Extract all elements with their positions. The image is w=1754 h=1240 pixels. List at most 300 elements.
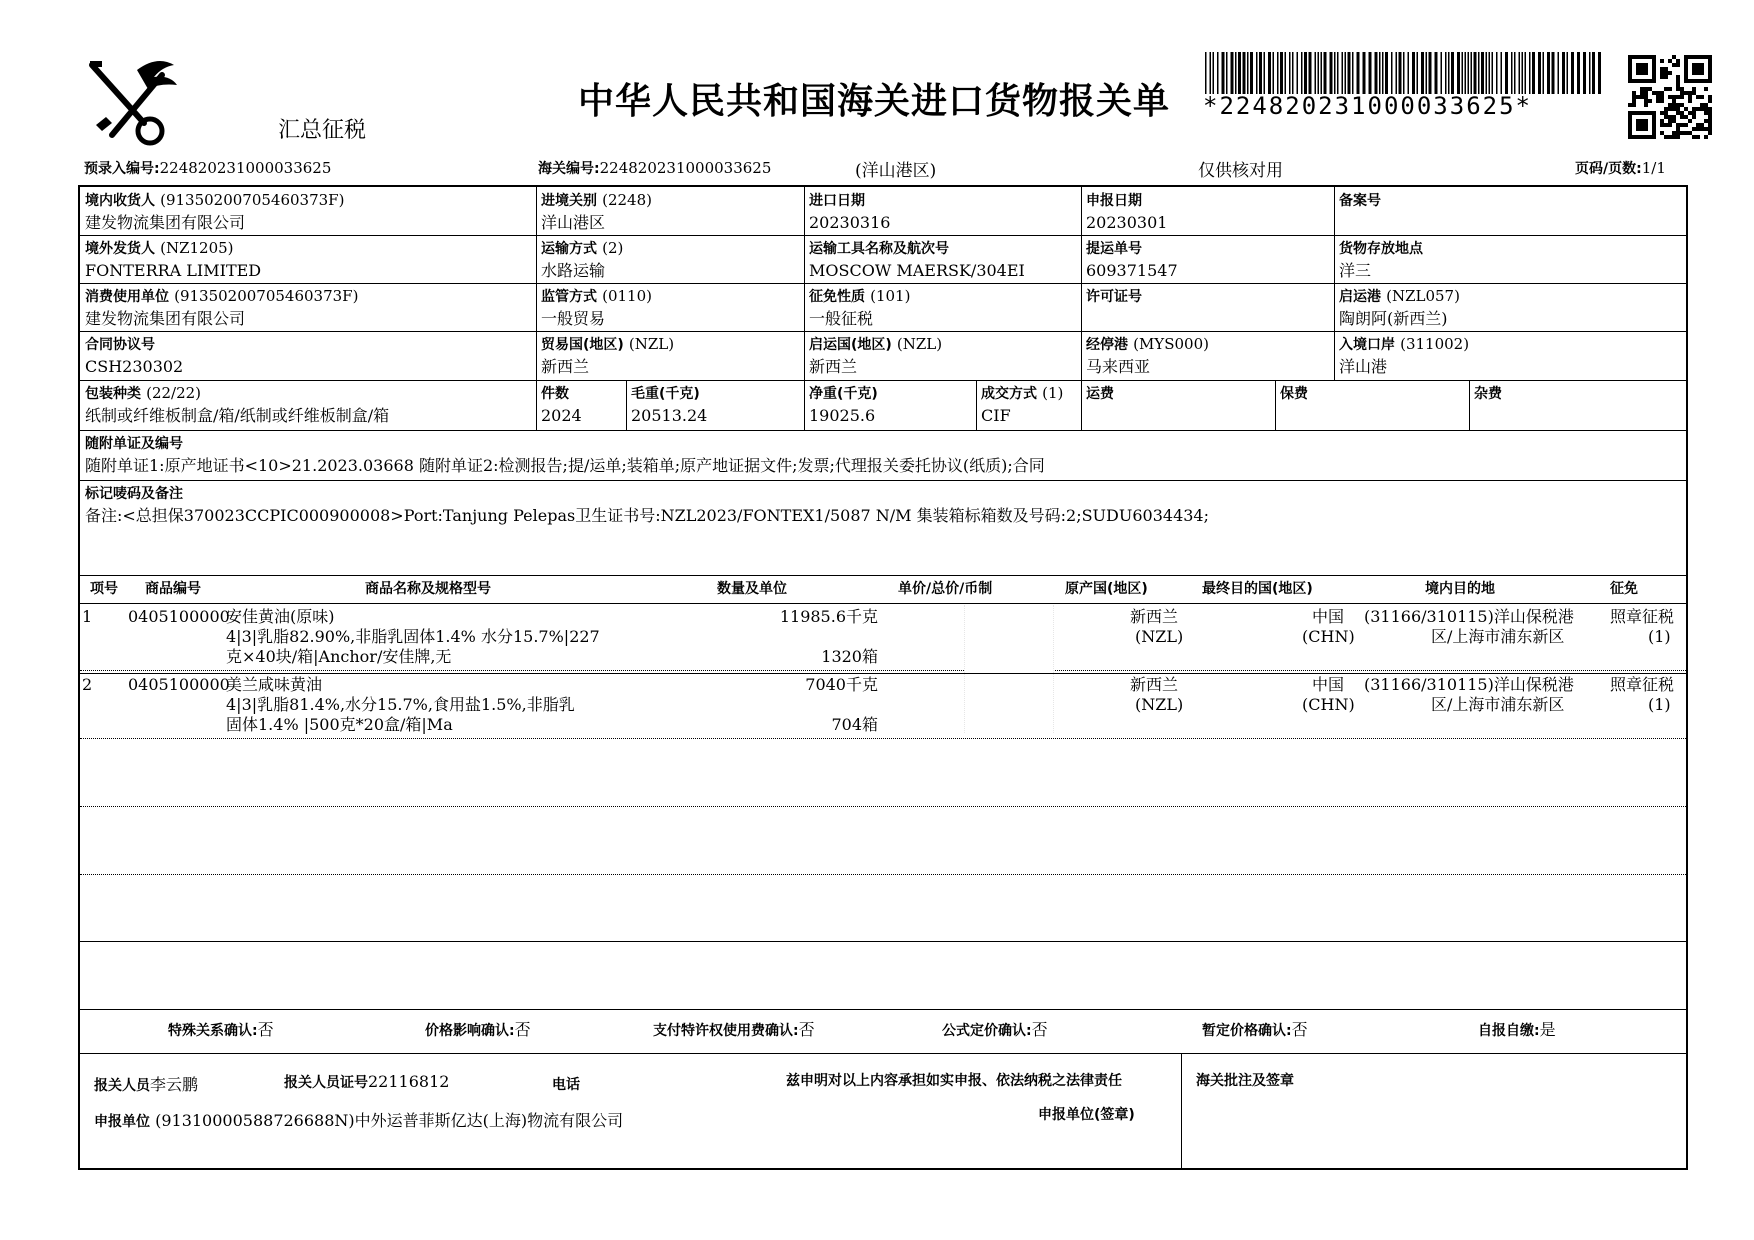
trade-country-cell [536, 331, 804, 380]
bl-no-label: 提运单号 [1086, 241, 1142, 257]
dep-port-code: (NZL057) [1386, 287, 1460, 305]
qr-module [1672, 135, 1676, 139]
barcode-bar [1567, 52, 1569, 94]
qr-module [1684, 107, 1688, 111]
entry-customs-value: 洋山港区 [541, 213, 606, 232]
barcode-bar [1264, 52, 1266, 94]
barcode-bar [1577, 52, 1580, 94]
row1-origin: 新西兰 [1130, 607, 1179, 626]
declarant-unit-label: 申报单位 [94, 1114, 150, 1130]
declaration-statement [786, 1070, 1122, 1090]
qr-module [1632, 91, 1636, 95]
barcode-bar [1511, 52, 1513, 94]
barcode-bar [1481, 52, 1484, 94]
barcode-bar [1478, 52, 1480, 94]
confirm-price-value: 否 [514, 1020, 531, 1039]
declare-date-cell [1081, 187, 1334, 235]
net-weight-label: 净重(千克) [809, 386, 878, 402]
contract-value: CSH230302 [85, 357, 184, 376]
consignee-label: 境内收货人 [85, 193, 155, 209]
qr-module [1676, 123, 1680, 127]
qr-module [1692, 135, 1696, 139]
row2-name: 美兰咸味黄油 [226, 675, 323, 694]
qr-module [1664, 135, 1668, 139]
dep-country-label: 启运国(地区) [809, 337, 892, 353]
barcode-bar [1462, 52, 1464, 94]
qr-module [1692, 107, 1696, 111]
subtitle: 汇总征税 [278, 118, 367, 143]
barcode-bar [1417, 52, 1419, 94]
qr-module [1684, 115, 1688, 119]
declarant-unit-value: (91310000588726688N)中外运普菲斯亿达(上海)物流有限公司 [155, 1111, 624, 1130]
confirm-formula-label: 公式定价确认: [942, 1023, 1032, 1039]
qr-module [1668, 71, 1672, 75]
page-number [1575, 158, 1666, 178]
bl-no-cell [1081, 235, 1334, 283]
barcode-bar [1592, 52, 1595, 94]
dep-port-value: 陶朗阿(新西兰) [1339, 309, 1448, 328]
row2-levy: 照章征税 [1610, 675, 1675, 694]
qr-module [1688, 95, 1692, 99]
barcode-bar [1421, 52, 1424, 94]
deal-mode-value: CIF [981, 406, 1011, 425]
goods-header-dest: 最终目的国(地区) [1202, 581, 1313, 597]
barcode-bar [1465, 52, 1467, 94]
qr-module [1640, 87, 1644, 91]
qr-module [1708, 127, 1712, 131]
qr-module [1692, 115, 1696, 119]
qr-module [1684, 91, 1688, 95]
goods-header-name: 商品名称及规格型号 [365, 581, 491, 597]
dep-port-label: 启运港 [1339, 289, 1381, 305]
qr-module [1664, 115, 1668, 119]
barcode-bar [1369, 52, 1372, 94]
qr-module [1644, 91, 1648, 95]
barcode-bar [1457, 52, 1460, 94]
consumer-cell [80, 283, 536, 331]
qr-module [1708, 111, 1712, 115]
import-date-label: 进口日期 [809, 193, 865, 209]
barcode-bar [1247, 52, 1249, 94]
qr-module [1660, 111, 1664, 115]
page-label: 页码/页数: [1575, 161, 1642, 177]
consignor-cell [80, 235, 536, 283]
qr-module [1708, 123, 1712, 127]
transport-mode-code: (2) [602, 239, 624, 257]
consumer-value: 建发物流集团有限公司 [85, 309, 246, 328]
entry-customs-cell [536, 187, 804, 235]
row1-levy-code: (1) [1648, 627, 1671, 646]
page-value: 1/1 [1641, 159, 1666, 177]
goods-header-domestic: 境内目的地 [1425, 581, 1495, 597]
qr-module [1676, 95, 1680, 99]
row2-spec1: 4|3|乳脂81.4%,水分15.7%,食用盐1.5%,非脂乳 [226, 695, 575, 714]
consumer-code: (91350200705460373F) [174, 287, 359, 305]
pack-type-label: 包装种类 [85, 386, 141, 402]
barcode-bar [1348, 52, 1351, 94]
qr-module [1672, 119, 1676, 123]
qr-module [1668, 95, 1672, 99]
barcode-bar [1222, 52, 1225, 94]
confirm-price-label: 价格影响确认: [425, 1023, 515, 1039]
confirm-provisional-value: 否 [1291, 1020, 1308, 1039]
gross-weight-label: 毛重(千克) [631, 386, 700, 402]
declarant-id [284, 1072, 449, 1092]
confirm-special-value: 否 [257, 1020, 274, 1039]
qr-module [1660, 99, 1664, 103]
gross-weight-cell [626, 380, 804, 430]
barcode-bar [1210, 52, 1212, 94]
qr-module [1688, 91, 1692, 95]
declarant-person-label: 报关人员 [94, 1078, 150, 1094]
transport-mode-label: 运输方式 [541, 241, 597, 257]
qr-module [1672, 103, 1676, 107]
marks-cell [80, 480, 1686, 575]
barcode-bar [1330, 52, 1333, 94]
supervision-label: 监管方式 [541, 289, 597, 305]
customs-number-value: 224820231000033625 [599, 159, 772, 177]
barcode-bar [1324, 52, 1327, 94]
entry-port-label: 入境口岸 [1339, 337, 1395, 353]
confirm-formula-value: 否 [1031, 1020, 1048, 1039]
row1-spec1: 4|3|乳脂82.90%,非脂乳固体1.4% 水分15.7%|227 [226, 627, 600, 646]
barcode-bar [1429, 52, 1432, 94]
qr-module [1668, 87, 1672, 91]
confirm-provisional [1202, 1017, 1308, 1040]
barcode-bar [1205, 52, 1207, 94]
declarant-seal [1038, 1104, 1135, 1124]
barcode-bar [1382, 52, 1384, 94]
marks-value: 备注:<总担保370023CCPIC000900008>Port:Tanjung Pelepas卫生证书号:NZL2023/FONTEX1/5087 N/M 集装箱标箱数及号码:2;SUDU6034434; [85, 506, 1210, 525]
qr-module [1660, 59, 1664, 63]
barcode-bar [1501, 52, 1503, 94]
barcode-bar [1277, 52, 1279, 94]
qr-module [1668, 115, 1672, 119]
barcode-bar [1538, 52, 1541, 94]
docs-label: 随附单证及编号 [85, 436, 183, 452]
pack-type-cell [80, 380, 536, 430]
qr-module [1632, 99, 1636, 103]
barcode-bar [1468, 52, 1470, 94]
declare-date-value: 20230301 [1086, 213, 1168, 232]
row1-qty2: 1320箱 [821, 647, 878, 666]
qr-module [1648, 87, 1652, 91]
barcode-bar [1268, 52, 1271, 94]
barcode-bar [1226, 52, 1228, 94]
misc-label: 杂费 [1474, 386, 1502, 402]
qr-module [1628, 103, 1632, 107]
qr-module [1680, 115, 1684, 119]
insurance-label: 保费 [1280, 386, 1308, 402]
qr-module [1700, 95, 1704, 99]
confirm-special-label: 特殊关系确认: [168, 1023, 258, 1039]
qr-module [1668, 59, 1672, 63]
row2-domestic2: 区/上海市浦东新区 [1431, 695, 1565, 714]
supervision-value: 一般贸易 [541, 309, 606, 328]
qr-module [1700, 107, 1704, 111]
entry-customs-code: (2248) [602, 191, 652, 209]
barcode-bar [1391, 52, 1393, 94]
qr-module [1652, 91, 1656, 95]
row2-spec2: 固体1.4% |500克*20盒/箱|Ma [226, 715, 453, 734]
row2-no: 2 [82, 675, 93, 694]
qr-module [1636, 95, 1640, 99]
declaration-statement-text: 兹申明对以上内容承担如实申报、依法纳税之法律责任 [786, 1073, 1122, 1089]
confirm-self-pay-label: 自报自缴: [1478, 1023, 1540, 1039]
goods-header-hs: 商品编号 [145, 581, 201, 597]
pack-type-value: 纸制或纤维板制盒/箱/纸制或纤维板制盒/箱 [85, 406, 390, 425]
deal-mode-label: 成交方式 [981, 386, 1037, 402]
goods-header-price: 单价/总价/币制 [898, 581, 993, 597]
barcode-bar [1525, 52, 1527, 94]
qr-module [1692, 87, 1696, 91]
qr-module [1696, 135, 1700, 139]
barcode-bar [1441, 52, 1443, 94]
barcode-bar [1448, 52, 1450, 94]
transit-port-value: 马来西亚 [1086, 357, 1151, 376]
qr-module [1640, 91, 1644, 95]
transit-port-label: 经停港 [1086, 337, 1128, 353]
qr-module [1708, 131, 1712, 135]
barcode-bar [1321, 52, 1323, 94]
transport-mode-value: 水路运输 [541, 261, 606, 280]
qr-module [1660, 75, 1664, 79]
qr-module [1656, 99, 1660, 103]
barcode-bar [1412, 52, 1415, 94]
row2-domestic1: (31166/310115)洋山保税港 [1364, 675, 1574, 694]
pre-entry-number [84, 158, 331, 178]
customs-sign-label: 海关批注及签章 [1196, 1073, 1294, 1089]
barcode-bar [1532, 52, 1535, 94]
qr-module [1680, 103, 1684, 107]
transit-port-code: (MYS000) [1133, 335, 1209, 353]
barcode-bar [1514, 52, 1516, 94]
qr-module [1664, 71, 1668, 75]
barcode-bar [1435, 52, 1438, 94]
qr-module [1656, 95, 1660, 99]
qr-module [1664, 75, 1668, 79]
qr-module [1664, 67, 1668, 71]
row2-origin: 新西兰 [1130, 675, 1179, 694]
qr-module [1664, 107, 1668, 111]
barcode-bar [1547, 52, 1550, 94]
qr-module [1672, 99, 1676, 103]
barcode-bar [1489, 52, 1491, 94]
row2-hs: 0405100000 [128, 675, 230, 694]
barcode-bar [1426, 52, 1428, 94]
qr-module [1704, 119, 1708, 123]
deal-mode-cell [976, 380, 1081, 430]
vessel-value: MOSCOW MAERSK/304EI [809, 261, 1025, 280]
barcode-bar [1492, 52, 1494, 94]
qr-module [1636, 63, 1648, 75]
barcode-bar [1363, 52, 1366, 94]
entry-port-code: (311002) [1400, 335, 1470, 353]
qr-module [1696, 123, 1700, 127]
packages-label: 件数 [541, 386, 569, 402]
entry-port-cell [1334, 331, 1686, 380]
confirm-price [425, 1017, 531, 1040]
qr-module [1660, 119, 1664, 123]
transit-port-cell [1081, 331, 1334, 380]
declare-date-label: 申报日期 [1086, 193, 1142, 209]
net-weight-cell [804, 380, 976, 430]
contract-cell [80, 331, 536, 380]
qr-module [1676, 79, 1680, 83]
dep-country-cell [804, 331, 1081, 380]
qr-module [1676, 103, 1680, 107]
port-note: (洋山港区) [855, 161, 937, 181]
qr-module [1704, 135, 1708, 139]
qr-module [1700, 127, 1704, 131]
trade-country-code: (NZL) [628, 335, 675, 353]
qr-module [1676, 135, 1680, 139]
qr-module [1696, 107, 1700, 111]
qr-module [1636, 119, 1648, 131]
qr-module [1680, 87, 1684, 91]
barcode-bar [1543, 52, 1545, 94]
qr-module [1704, 107, 1708, 111]
qr-module [1644, 103, 1648, 107]
misc-cell [1469, 380, 1686, 430]
qr-module [1672, 115, 1676, 119]
row1-levy: 照章征税 [1610, 607, 1675, 626]
qr-module [1680, 131, 1684, 135]
barcode-bar [1309, 52, 1312, 94]
net-weight-value: 19025.6 [809, 406, 876, 425]
barcode-bar [1505, 52, 1508, 94]
consignor-code: (NZ1205) [160, 239, 234, 257]
row1-domestic2: 区/上海市浦东新区 [1431, 627, 1565, 646]
qr-module [1668, 119, 1672, 123]
confirm-royalty-label: 支付特许权使用费确认: [653, 1023, 799, 1039]
bl-no-value: 609371547 [1086, 261, 1178, 280]
qr-module [1644, 87, 1648, 91]
row1-spec2: 克×40块/箱|Anchor/安佳牌,无 [226, 647, 452, 666]
barcode-bar [1396, 52, 1398, 94]
qr-module [1664, 87, 1668, 91]
storage-label: 货物存放地点 [1339, 241, 1423, 257]
consignee-code: (91350200705460373F) [160, 191, 345, 209]
barcode-bar [1562, 52, 1565, 94]
barcode-bar [1496, 52, 1498, 94]
qr-module [1664, 111, 1668, 115]
row2-levy-code: (1) [1648, 695, 1671, 714]
barcode-bar [1337, 52, 1339, 94]
barcode-bar [1292, 52, 1294, 94]
qr-module [1708, 115, 1712, 119]
confirm-provisional-label: 暂定价格确认: [1202, 1023, 1292, 1039]
license-label: 许可证号 [1086, 289, 1142, 305]
qr-module [1660, 71, 1664, 75]
confirm-self-pay-value: 是 [1539, 1020, 1556, 1039]
price-mask [964, 605, 1054, 733]
declarant-phone-label: 电话 [552, 1077, 580, 1093]
vessel-cell [804, 235, 1081, 283]
qr-module [1672, 55, 1676, 59]
qr-module [1676, 59, 1680, 63]
barcode-bar [1342, 52, 1344, 94]
qr-module [1672, 95, 1676, 99]
declarant-person-value: 李云鹏 [150, 1075, 199, 1094]
barcode-bar [1315, 52, 1317, 94]
barcode-bar [1571, 52, 1574, 94]
row1-dest: 中国 [1312, 607, 1345, 626]
barcode-bar [1259, 52, 1262, 94]
barcode-bar [1403, 52, 1405, 94]
confirm-royalty-value: 否 [798, 1020, 815, 1039]
pre-entry-value: 224820231000033625 [159, 159, 332, 177]
qr-module [1680, 95, 1684, 99]
barcode-bar [1385, 52, 1388, 94]
storage-cell [1334, 235, 1686, 283]
row1-hs: 0405100000 [128, 607, 230, 626]
dep-country-code: (NZL) [896, 335, 943, 353]
qr-module [1648, 99, 1652, 103]
qr-module [1684, 131, 1688, 135]
qr-module [1644, 95, 1648, 99]
qr-module [1700, 103, 1704, 107]
customs-number-label: 海关编号: [538, 161, 600, 177]
row2-qty2: 704箱 [831, 715, 878, 734]
barcode-bar [1529, 52, 1531, 94]
freight-label: 运费 [1086, 386, 1114, 402]
pre-entry-label: 预录入编号: [84, 161, 160, 177]
confirm-special [168, 1017, 274, 1040]
declarant-unit [94, 1108, 623, 1131]
qr-module [1664, 123, 1668, 127]
deal-mode-code: (1) [1042, 384, 1064, 402]
barcode-bar [1243, 52, 1246, 94]
docs-value: 随附单证1:原产地证书<10>21.2023.03668 随附单证2:检测报告;提/运单;装箱单;原产地证据文件;发票;代理报关委托协议(纸质);合同 [85, 456, 1045, 475]
barcode-bar [1519, 52, 1521, 94]
barcode-bar [1583, 52, 1586, 94]
qr-module [1676, 87, 1680, 91]
qr-module [1644, 99, 1648, 103]
qr-module [1684, 123, 1688, 127]
consumer-label: 消费使用单位 [85, 289, 169, 305]
barcode-bar [1357, 52, 1360, 94]
barcode-bar [1297, 52, 1299, 94]
qr-module [1696, 95, 1700, 99]
qr-module [1676, 63, 1680, 67]
qr-module [1672, 131, 1676, 135]
license-cell [1081, 283, 1334, 331]
verify-note: 仅供核对用 [1198, 161, 1283, 181]
entry-customs-label: 进境关别 [541, 193, 597, 209]
insurance-cell [1275, 380, 1469, 430]
row1-origin-code: (NZL) [1135, 627, 1184, 646]
freight-cell [1081, 380, 1275, 430]
confirm-royalty [653, 1017, 815, 1040]
qr-module [1692, 111, 1696, 115]
barcode-bar [1235, 52, 1237, 94]
qr-module [1700, 123, 1704, 127]
barcode-bar [1238, 52, 1241, 94]
barcode-bar [1451, 52, 1454, 94]
barcode-bar [1598, 52, 1601, 94]
declarant-person [94, 1072, 198, 1095]
consignee-value: 建发物流集团有限公司 [85, 213, 246, 232]
qr-module [1676, 127, 1680, 131]
barcode-bar [1445, 52, 1447, 94]
row2-qty1: 7040千克 [805, 675, 878, 694]
consignor-label: 境外发货人 [85, 241, 155, 257]
qr-module [1660, 123, 1664, 127]
barcode-bar [1589, 52, 1591, 94]
customs-number [538, 158, 771, 178]
trade-country-label: 贸易国(地区) [541, 337, 624, 353]
